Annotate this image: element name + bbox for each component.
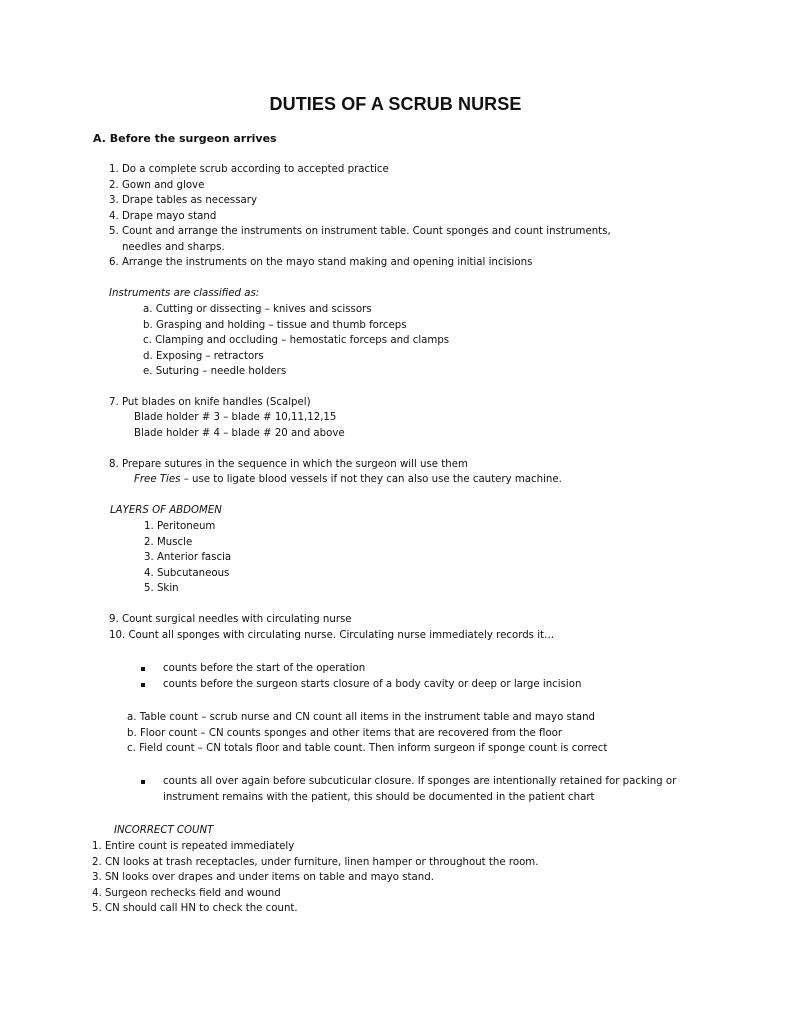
instruments-list [143,302,449,380]
blades-list [134,410,345,441]
list-item: 2. Gown and glove [109,179,205,191]
list-item: 4. Surgeon rechecks field and wound [92,887,281,899]
list-item: 2. CN looks at trash receptacles, under furniture, linen hamper or throughout the room. [92,856,539,868]
list-item: b. Grasping and holding – tissue and thumb forceps [143,319,407,331]
list-item: a. Cutting or dissecting – knives and scissors [143,304,372,315]
records-bullets [163,661,581,692]
list-item: 1. Do a complete scrub according to accepted practice [109,164,389,175]
free-ties-note [134,472,562,488]
counts-list [127,710,607,757]
layers-list [144,519,231,597]
incorrect-count-list [92,839,538,917]
instruments-heading: Instruments are classified as: [109,288,260,299]
layers-heading: LAYERS OF ABDOMEN [110,505,222,516]
bullet-item: counts before the surgeon starts closure of a body cavity or deep or large incision [163,677,581,693]
list-item: 4. Drape mayo stand [109,210,217,222]
bullet-square-icon [141,780,145,784]
list-item: 4. Subcutaneous [144,567,230,579]
bullet-item: counts before the start of the operation [163,661,581,677]
steps-9-10 [109,612,554,643]
free-ties-text: – use to ligate blood vessels if not they can also use the cautery machine. [180,474,562,485]
list-item: 10. Count all sponges with circulating nurse. Circulating nurse immediately records it… [109,629,555,641]
list-item: 1. Peritoneum [144,521,216,532]
list-item: Blade holder # 4 – blade # 20 and above [134,427,345,439]
list-item: e. Suturing – needle holders [143,366,287,377]
list-item: a. Table count – scrub nurse and CN count all items in the instrument table and mayo stand [127,712,596,723]
list-item: 3. Anterior fascia [144,552,232,563]
step-7: 7. Put blades on knife handles (Scalpel) [109,397,311,408]
step-8: 8. Prepare sutures in the sequence in which the surgeon will use them [109,459,468,470]
list-item: c. Clamping and occluding – hemostatic forceps and clamps [143,335,450,346]
bullet-continuation: instrument remains with the patient, this should be documented in the patient chart [163,791,595,803]
section-heading: A. Before the surgeon arrives [93,132,277,145]
list-item: 2. Muscle [144,536,193,548]
list-item: c. Field count – CN totals floor and table count. Then inform surgeon if sponge count is correct [127,743,608,754]
list-item: 5. CN should call HN to check the count. [92,903,298,914]
closure-bullet [163,774,676,805]
page-title: DUTIES OF A SCRUB NURSE [269,94,522,114]
list-item: b. Floor count – CN counts sponges and other items that are recovered from the floor [127,727,563,739]
list-item: 3. SN looks over drapes and under items on table and mayo stand. [92,872,434,883]
list-item: d. Exposing – retractors [143,350,264,362]
bullet-square-icon [141,667,145,671]
incorrect-count-heading: INCORRECT COUNT [114,825,214,836]
list-item: 9. Count surgical needles with circulating nurse [109,614,352,625]
list-item: 5. Count and arrange the instruments on instrument table. Count sponges and count instruments, [109,226,611,237]
list-item: 6. Arrange the instruments on the mayo stand making and opening initial incisions [109,257,533,268]
bullet-item: counts all over again before subcuticular closure. If sponges are intentionally retained for packing or [163,774,676,790]
list-item: Blade holder # 3 – blade # 10,11,12,15 [134,412,337,423]
list-item: 5. Skin [144,583,179,594]
list-item: 1. Entire count is repeated immediately [92,841,295,852]
bullet-square-icon [141,683,145,687]
free-ties-label: Free Ties [134,474,181,485]
steps-list [109,162,611,271]
list-item: 3. Drape tables as necessary [109,195,258,206]
list-item: needles and sharps. [109,241,225,253]
